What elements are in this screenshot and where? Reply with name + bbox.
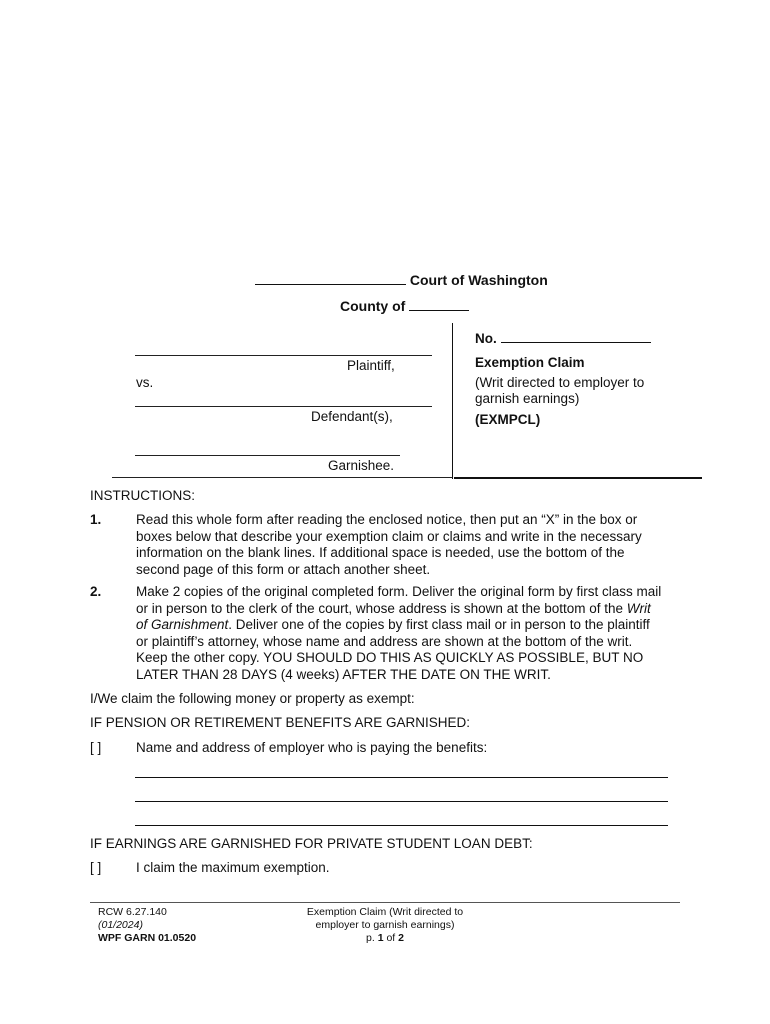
form-code: (EXMPCL) <box>475 412 541 427</box>
footer-page-current: 1 <box>377 932 384 944</box>
footer-title-line1: Exemption Claim (Writ directed to <box>306 906 464 918</box>
pension-answer-line-3[interactable] <box>135 825 668 826</box>
form-subtitle: (Writ directed to employer to garnish earnings) <box>475 375 645 406</box>
county-line <box>340 298 469 315</box>
footer-rule <box>90 902 680 903</box>
footer-form-id: WPF GARN 01.0520 <box>98 932 197 944</box>
instruction-2-text <box>136 584 664 683</box>
footer-page-of: of <box>386 932 396 944</box>
footer-page-total: 2 <box>398 932 404 944</box>
footer-rcw: RCW 6.27.140 <box>98 906 167 918</box>
instruction-1-number: 1. <box>90 512 102 527</box>
defendant-label: Defendant(s), <box>311 409 393 424</box>
instruction-1-text: Read this whole form after reading the enclosed notice, then put an “X” in the box or boxes below that describe your exemption claim or claims and write in the necessary information on the blank lines. If additional space is needed, use the bottom of the second page of this form or attach another sheet. <box>136 512 642 577</box>
garnishee-blank[interactable] <box>135 455 400 456</box>
court-name-blank[interactable] <box>255 284 406 285</box>
pension-heading: IF PENSION OR RETIREMENT BENEFITS ARE GARNISHED: <box>90 715 471 730</box>
student-loan-label: I claim the maximum exemption. <box>136 860 330 875</box>
footer-page-prefix: p. <box>366 932 375 944</box>
caption-vertical-divider <box>452 323 453 479</box>
court-of-label: Court of Washington <box>409 272 548 288</box>
pension-label: Name and address of employer who is paying the benefits: <box>136 740 488 755</box>
case-number-line <box>475 331 651 347</box>
claim-intro: I/We claim the following money or property as exempt: <box>90 691 415 706</box>
instruction-2-number: 2. <box>90 584 102 599</box>
footer-left <box>98 906 196 945</box>
footer-title-line2: employer to garnish earnings) <box>315 919 455 931</box>
county-of-label: County of <box>340 298 406 314</box>
court-title <box>255 272 548 289</box>
case-number-blank[interactable] <box>501 342 651 343</box>
footer-date: (01/2024) <box>98 919 143 931</box>
pension-checkbox[interactable]: [ ] <box>90 740 102 755</box>
pension-answer-line-1[interactable] <box>135 777 668 778</box>
form-title: Exemption Claim <box>475 355 585 370</box>
plaintiff-label: Plaintiff, <box>347 358 395 373</box>
county-name-blank[interactable] <box>409 310 469 311</box>
defendant-blank[interactable] <box>135 406 432 407</box>
vs-label: vs. <box>136 375 154 390</box>
instruction-2-text-b: . Deliver one of the copies by first class mail or in person to the plaintiff or plaintiff’s attorney, whose name and address are shown at the bottom of the writ. Keep the other copy. YOU SHOULD DO THIS AS QUICKLY AS POSSIBLE, BUT NO LATER THAN 28 DAYS (4 weeks) AFTER THE DATE ON THE WRIT. <box>136 617 650 682</box>
footer-center <box>285 906 485 945</box>
caption-bottom-left-rule <box>112 477 452 478</box>
caption-bottom-right-rule <box>454 477 702 479</box>
pension-answer-line-2[interactable] <box>135 801 668 802</box>
footer-page-number <box>285 932 485 945</box>
writ-of-garnishment-italic: Writ of Garnishment <box>136 600 651 632</box>
instruction-2-text-a: Make 2 copies of the original completed form. Deliver the original form by first class mail or in person to the clerk of the court, whose address is shown at the bottom of the <box>136 584 662 616</box>
case-number-label: No. <box>475 331 497 346</box>
student-loan-heading: IF EARNINGS ARE GARNISHED FOR PRIVATE STUDENT LOAN DEBT: <box>90 836 533 851</box>
instructions-heading: INSTRUCTIONS: <box>90 488 196 503</box>
garnishee-label: Garnishee. <box>328 458 395 473</box>
student-loan-checkbox[interactable]: [ ] <box>90 860 102 875</box>
plaintiff-blank[interactable] <box>135 355 432 356</box>
